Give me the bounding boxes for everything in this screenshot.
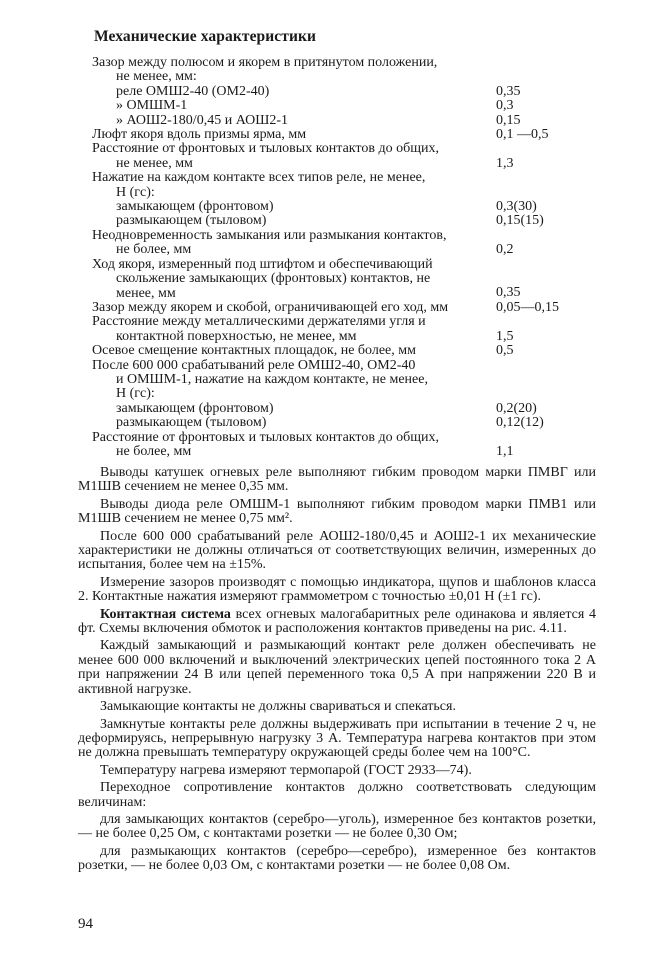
spec-value: 0,2 xyxy=(496,242,514,258)
spec-label-line: не более, мм xyxy=(116,242,192,258)
spec-row xyxy=(92,416,592,430)
spec-row xyxy=(92,200,592,214)
spec-value: 0,15(15) xyxy=(496,213,544,229)
spec-label-line: Расстояние от фронтовых и тыловых контактов до общих, xyxy=(92,429,439,445)
paragraph-text: всех огневых малогабаритных реле одинакова и является 4 фт. Схемы включения обмоток и расположения контактов приведены на рис. 4.11. xyxy=(78,606,596,637)
spec-row xyxy=(92,301,592,315)
paragraph-text: Выводы катушек огневых реле выполняют гибким проводом марки ПМВГ или М1ШВ сечением не менее 0,35 мм. xyxy=(78,465,596,495)
spec-label xyxy=(92,142,490,171)
spec-row xyxy=(92,431,592,460)
paragraph-text: Переходное сопротивление контактов должно соответствовать следующим величинам: xyxy=(78,780,596,810)
paragraph-text: Температуру нагрева измеряют термопарой (ГОСТ 2933—74). xyxy=(100,762,472,778)
paragraph xyxy=(78,466,596,495)
spec-row xyxy=(92,128,592,142)
spec-label xyxy=(92,56,490,85)
spec-label-line: замыкающем (фронтовом) xyxy=(116,199,274,215)
spec-table xyxy=(92,56,592,459)
spec-value: 1,1 xyxy=(496,443,514,459)
paragraph-text: Выводы диода реле ОМШМ-1 выполняют гибким проводом марки ПМВ1 или М1ШВ сечением не менее 0,75 мм². xyxy=(78,496,596,527)
paragraph xyxy=(78,608,596,637)
paragraph-text: Замкнутые контакты реле должны выдерживать при испытании в течение 2 ч, не деформируясь, непрерывную нагрузку 3 А. Температура нагрева контактов при этом не должна превышать температуру окружающей среды более чем на 100°С. xyxy=(78,716,596,761)
spec-row xyxy=(92,142,592,171)
spec-label xyxy=(92,229,490,258)
spec-label-line: размыкающем (тыловом) xyxy=(116,213,267,229)
spec-label-line: реле ОМШ2-40 (ОМ2-40) xyxy=(116,83,270,99)
spec-label xyxy=(92,200,514,214)
spec-label-line: скольжение замыкающих (фронтовых) контактов, не xyxy=(116,271,431,287)
spec-label xyxy=(92,416,514,430)
section-heading: Механические характеристики xyxy=(94,28,317,45)
paragraph-text: Каждый замыкающий и размыкающий контакт реле должен обеспечивать не менее 600 000 включений и выключений электрических цепей постоянного тока 2 А при напряжении 24 В или цепей переменного тока 0,5 А при напряжении 220 В и активной нагрузке. xyxy=(78,638,596,697)
spec-row xyxy=(92,258,592,301)
paragraph xyxy=(78,576,596,605)
paragraph-text: для замыкающих контактов (серебро—уголь), измеренное без контактов розетки, — не более 0,25 Ом, с контактами розетки — не более 0,30 Ом; xyxy=(78,811,596,842)
spec-label xyxy=(92,214,514,228)
spec-row xyxy=(92,402,592,416)
page-number: 94 xyxy=(78,916,93,932)
spec-label-line: Расстояние от фронтовых и тыловых контактов до общих, xyxy=(92,141,439,157)
spec-label-line: замыкающем (фронтовом) xyxy=(116,400,274,416)
spec-label-line: Ход якоря, измеренный под штифтом и обеспечивающий xyxy=(92,256,433,272)
paragraph-bold-term: Контактная система xyxy=(100,606,231,622)
spec-label xyxy=(92,344,490,358)
spec-label-line: Люфт якоря вдоль призмы ярма, мм xyxy=(92,127,307,143)
spec-value: 0,15 xyxy=(496,112,521,128)
spec-value: 0,3(30) xyxy=(496,199,537,215)
spec-row xyxy=(92,344,592,358)
spec-value: 1,5 xyxy=(496,328,514,344)
spec-label xyxy=(92,171,490,200)
spec-label xyxy=(92,301,490,315)
spec-value: 1,3 xyxy=(496,155,514,171)
spec-label-line: не менее, мм: xyxy=(116,69,197,85)
spec-label-line: Неодновременность замыкания или размыкания контактов, xyxy=(92,227,447,243)
spec-label-line: Зазор между якорем и скобой, ограничивающей его ход, мм xyxy=(92,299,449,315)
spec-label-line: контактной поверхностью, не менее, мм xyxy=(116,328,357,344)
spec-label xyxy=(92,315,490,344)
paragraph-text: Замыкающие контакты не должны свариваться и спекаться. xyxy=(100,699,456,715)
paragraph xyxy=(78,530,596,573)
spec-row xyxy=(92,171,592,200)
spec-label-line: Осевое смещение контактных площадок, не более, мм xyxy=(92,343,416,359)
spec-label xyxy=(92,359,490,402)
spec-label xyxy=(92,258,490,301)
paragraph xyxy=(78,781,596,810)
paragraph xyxy=(78,700,596,714)
spec-label-line: не менее, мм xyxy=(116,155,193,171)
spec-label xyxy=(92,114,514,128)
spec-value: 0,35 xyxy=(496,83,521,99)
body-text xyxy=(78,466,596,877)
spec-row xyxy=(92,229,592,258)
spec-label-line: » ОМШМ-1 xyxy=(116,98,188,114)
spec-label xyxy=(92,128,490,142)
paragraph-text: После 600 000 срабатываний реле АОШ2-180/0,45 и АОШ2-1 их механические характеристики не должны отличаться от соответствующих величин, измеренных до испытания, более чем на ±15%. xyxy=(78,528,596,573)
paragraph xyxy=(78,845,596,874)
spec-label-line: » АОШ2-180/0,45 и АОШ2-1 xyxy=(116,112,288,128)
paragraph xyxy=(78,498,596,527)
spec-value: 0,35 xyxy=(496,285,521,301)
spec-value: 0,3 xyxy=(496,98,514,114)
spec-label xyxy=(92,431,490,460)
paragraph xyxy=(78,764,596,778)
spec-label-line: Зазор между полюсом и якорем в притянутом положении, xyxy=(92,55,438,70)
spec-label-line: менее, мм xyxy=(116,285,176,301)
spec-label-line: Н (гс): xyxy=(116,184,155,200)
spec-row xyxy=(92,99,592,113)
spec-row xyxy=(92,359,592,402)
spec-row xyxy=(92,85,592,99)
spec-label-line: и ОМШМ-1, нажатие на каждом контакте, не менее, xyxy=(116,371,428,387)
spec-label-line: После 600 000 срабатываний реле ОМШ2-40, ОМ2-40 xyxy=(92,357,416,373)
spec-label-line: Н (гс): xyxy=(116,386,155,402)
spec-row xyxy=(92,114,592,128)
spec-value: 0,05—0,15 xyxy=(496,299,559,315)
spec-label-line: Нажатие на каждом контакте всех типов реле, не менее, xyxy=(92,170,426,186)
paragraph-text: для размыкающих контактов (серебро—серебро), измеренное без контактов розетки, — не более 0,03 Ом, с контактами розетки — не более 0,08 Ом. xyxy=(78,843,596,874)
spec-label xyxy=(92,99,514,113)
spec-row xyxy=(92,315,592,344)
spec-value: 0,5 xyxy=(496,343,514,359)
spec-label-line: не более, мм xyxy=(116,443,192,459)
spec-value: 0,2(20) xyxy=(496,400,537,416)
spec-label-line: Расстояние между металлическими держателями угля и xyxy=(92,314,426,330)
spec-label xyxy=(92,402,514,416)
spec-row xyxy=(92,214,592,228)
spec-label-line: размыкающем (тыловом) xyxy=(116,415,267,431)
spec-value: 0,12(12) xyxy=(496,415,544,431)
spec-value: 0,1 —0,5 xyxy=(496,127,549,143)
spec-row xyxy=(92,56,592,85)
paragraph xyxy=(78,718,596,761)
spec-label xyxy=(92,85,514,99)
paragraph xyxy=(78,813,596,842)
paragraph xyxy=(78,639,596,697)
paragraph-text: Измерение зазоров производят с помощью индикатора, щупов и шаблонов класса 2. Контактные нажатия измеряют граммометром с точностью ±0,01 Н (±1 гс). xyxy=(78,574,596,605)
